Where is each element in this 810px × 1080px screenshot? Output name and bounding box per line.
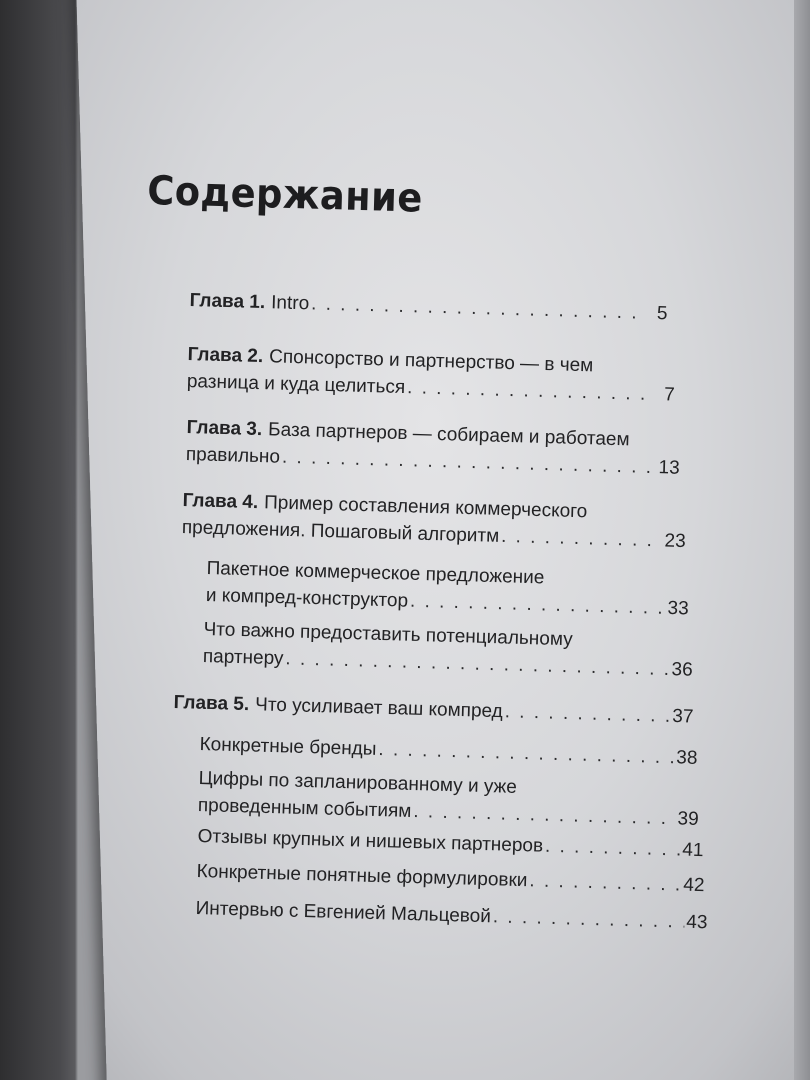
dot-leader bbox=[410, 588, 666, 622]
page-number: 43 bbox=[685, 911, 708, 934]
page-number: 42 bbox=[682, 874, 705, 897]
toc-line bbox=[195, 895, 708, 936]
toc-entry-chapter-3 bbox=[185, 414, 680, 482]
entry-title: Интервью с Евгенией Мальцевой bbox=[195, 897, 492, 928]
entry-title-continued: предложения. Пошаговый алгоритм bbox=[181, 516, 500, 547]
dot-leader bbox=[545, 833, 681, 864]
chapter-label: Глава 3. bbox=[186, 416, 263, 441]
toc-entry-section bbox=[205, 555, 689, 622]
page-number: 5 bbox=[656, 303, 668, 325]
page-number: 23 bbox=[664, 530, 686, 553]
toc-entry-section bbox=[199, 731, 698, 772]
entry-title: Что усиливает ваш компред bbox=[254, 694, 504, 723]
entry-title: Спонсорство и партнерство — в чем bbox=[268, 346, 594, 377]
dot-leader bbox=[378, 736, 675, 771]
entry-title-continued: и компред-конструктор bbox=[205, 584, 409, 612]
page-number: 38 bbox=[676, 747, 698, 769]
toc-entry-chapter-1 bbox=[189, 287, 668, 327]
toc-entry-section bbox=[202, 616, 693, 684]
entry-title: Пакетное коммерческое предложение bbox=[206, 557, 545, 589]
entry-title: База партнеров — собираем и работаем bbox=[267, 419, 630, 451]
entry-title: Конкретные понятные формулировки bbox=[196, 860, 528, 892]
entry-title: Пример составления коммерческого bbox=[263, 492, 588, 523]
entry-title-continued: правильно bbox=[185, 443, 281, 468]
dot-leader bbox=[501, 523, 663, 554]
toc-entry-chapter-4 bbox=[181, 487, 686, 555]
entry-title: Отзывы крупных и нишевых партнеров bbox=[197, 825, 544, 857]
dot-leader bbox=[493, 903, 685, 935]
page-number: 37 bbox=[671, 705, 694, 728]
dot-leader bbox=[311, 290, 646, 326]
toc-entry-section bbox=[196, 858, 705, 899]
entry-title-continued: разница и куда целиться bbox=[186, 370, 406, 399]
entry-title-continued: проведенным событиям bbox=[197, 794, 412, 822]
entry-title: Intro bbox=[270, 292, 310, 315]
toc-line bbox=[173, 689, 694, 731]
chapter-label: Глава 4. bbox=[182, 489, 259, 514]
page-number: 36 bbox=[671, 659, 693, 681]
entry-title: Конкретные бренды bbox=[199, 733, 377, 760]
page-number: 41 bbox=[682, 839, 704, 862]
toc-entry-chapter-5 bbox=[173, 689, 694, 731]
entry-title-continued: партнеру bbox=[202, 645, 284, 670]
page-number: 7 bbox=[663, 384, 675, 406]
toc-entry-section bbox=[195, 895, 708, 936]
toc-line bbox=[196, 858, 705, 899]
entry-title: Цифры по запланированному и уже bbox=[198, 767, 518, 798]
toc-line bbox=[189, 287, 668, 327]
dot-leader bbox=[407, 374, 653, 408]
page-number: 13 bbox=[658, 457, 680, 479]
entry-title: Что важно предоставить потенциальному bbox=[203, 618, 573, 651]
toc-entry-chapter-2 bbox=[186, 341, 675, 409]
dot-leader bbox=[529, 867, 682, 898]
page-number: 33 bbox=[667, 597, 689, 620]
chapter-label: Глава 2. bbox=[187, 343, 264, 368]
page-title: Содержание bbox=[146, 168, 424, 222]
chapter-label: Глава 5. bbox=[173, 691, 250, 716]
toc-entry-section bbox=[197, 765, 699, 833]
toc-line bbox=[199, 731, 698, 772]
dot-leader bbox=[504, 698, 670, 730]
chapter-label: Глава 1. bbox=[189, 289, 266, 314]
page-number: 39 bbox=[677, 808, 699, 830]
